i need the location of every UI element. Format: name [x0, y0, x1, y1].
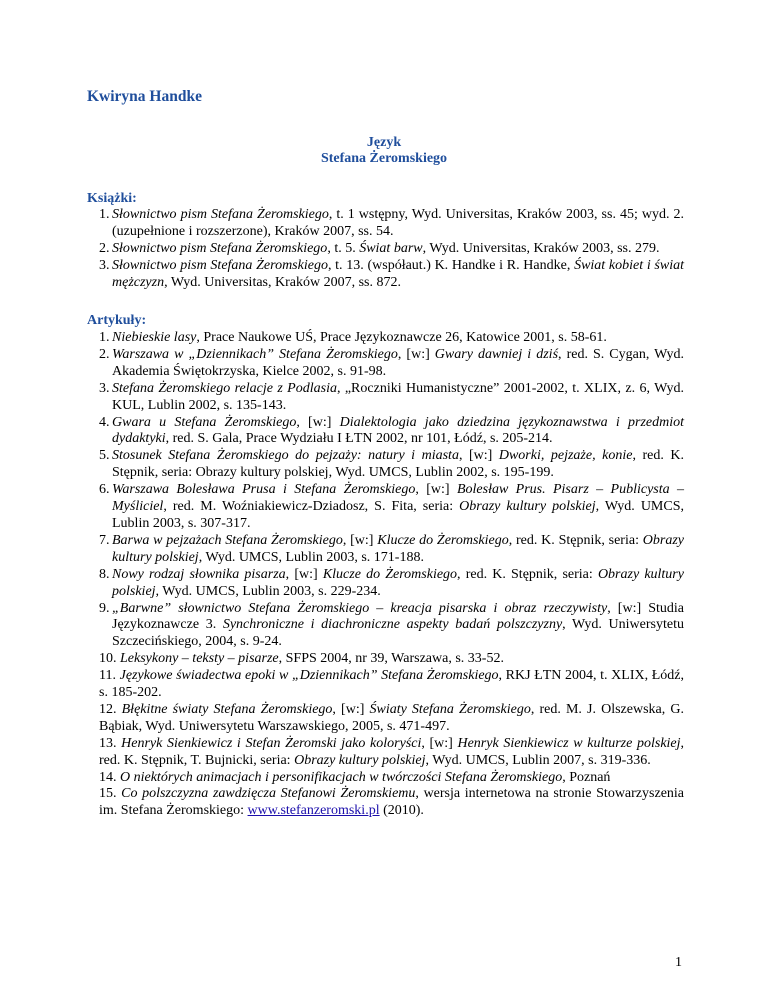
list-item: 5. Stosunek Stefana Żeromskiego do pejzaży: natury i miasta, [w:] Dworki, pejzaże, konie, red. K. Stępnik, seria: Obrazy kultury polskiej, Wyd. UMCS, Lublin 2002, s. 195-199.: [99, 448, 685, 481]
page-number: 1: [675, 955, 682, 970]
list-item: 1. Słownictwo pism Stefana Żeromskiego, t. 1 wstępny, Wyd. Universitas, Kraków 2003, ss. 45; wyd. 2. (uzupełnione i rozszerzone), Kraków 2007, ss. 54.: [99, 207, 684, 239]
list-item: 7. Barwa w pejzażach Stefana Żeromskiego, [w:] Klucze do Żeromskiego, red. K. Stępnik, seria: Obrazy kultury polskiej, Wyd. UMCS, Lublin 2003, s. 171-188.: [99, 532, 684, 565]
list-item: 3. Słownictwo pism Stefana Żeromskiego, t. 13. (współaut.) K. Handke i R. Handke, Świat kobiet i świat mężczyzn, Wyd. Universitas, Kraków 2007, ss. 872.: [99, 257, 685, 290]
list-item: 9. „Barwne” słownictwo Stefana Żeromskiego – kreacja pisarska i obraz rzeczywisty, [w:] Studia Językoznawcze 3. Synchroniczne i diachroniczne aspekty badań polszczyzny, Wyd. Uniwersytetu Szczecińskiego, 2004, s. 9-24.: [99, 600, 685, 650]
author-name: Kwiryna Handke: [87, 88, 202, 105]
list-item: 14. O niektórych animacjach i personifikacjach w twórczości Stefana Żeromskiego, Poznań: [99, 769, 611, 785]
list-item: 12. Błękitne światy Stefana Żeromskiego, [w:] Światy Stefana Żeromskiego, red. M. J. Olszewska, G. Bąbiak, Wyd. Uniwersytetu Warszawskiego, 2005, s. 471-497.: [99, 701, 684, 734]
list-item: 1. Niebieskie lasy, Prace Naukowe UŚ, Prace Językoznawcze 26, Katowice 2001, s. 58-61.: [99, 330, 607, 345]
website-link[interactable]: www.stefanzeromski.pl: [247, 803, 380, 819]
books-list: [87, 207, 684, 292]
list-item: 6. Warszawa Bolesława Prusa i Stefana Żeromskiego, [w:] Bolesław Prus. Pisarz – Publicysta – Myśliciel, red. M. Woźniakiewicz-Dziadosz, S. Fita, seria: Obrazy kultury polskiej, Wyd. UMCS, Lublin 2003, s. 307-317.: [99, 482, 684, 531]
list-item: 3. Stefana Żeromskiego relacje z Podlasia, „Roczniki Humanistyczne” 2001-2002, t. XLIX, z. 6, Wyd. KUL, Lublin 2002, s. 135-143.: [99, 380, 684, 413]
title-line-2: Stefana Żeromskiego: [320, 151, 448, 166]
title-line-1: Język: [366, 135, 402, 150]
articles-heading: Artykuły:: [87, 313, 147, 328]
list-item: 15. Co polszczyzna zawdzięcza Stefanowi Żeromskiemu, wersja internetowa na stronie Stowarzyszenia im. Stefana Żeromskiego: www.stefanzeromski.pl (2010).: [99, 786, 685, 819]
list-item: 10. Leksykony – teksty – pisarze, SFPS 2004, nr 39, Warszawa, s. 33-52.: [99, 651, 504, 667]
list-item: 11. Językowe świadectwa epoki w „Dziennikach” Stefana Żeromskiego, RKJ ŁTN 2004, t. XLIX, Łódź, s. 185-202.: [99, 668, 684, 701]
list-item: 13. Henryk Sienkiewicz i Stefan Żeromski jako koloryści, [w:] Henryk Sienkiewicz w kulturze polskiej, red. K. Stępnik, T. Bujnicki, seria: Obrazy kultury polskiej, Wyd. UMCS, Lublin 2007, s. 319-336.: [99, 735, 685, 768]
list-item: 2. Warszawa w „Dziennikach” Stefana Żeromskiego, [w:] Gwary dawniej i dziś, red. S. Cygan, Wyd. Akademia Świętokrzyska, Kielce 2002, s. 91-98.: [99, 346, 685, 379]
articles-list: [87, 330, 684, 820]
list-item: 4. Gwara u Stefana Żeromskiego, [w:] Dialektologia jako dziedzina językoznawstwa i przedmiot dydaktyki, red. S. Gala, Prace Wydziału I ŁTN 2002, nr 101, Łódź, s. 205-214.: [99, 414, 684, 447]
books-heading: Książki:: [87, 191, 137, 206]
list-item: 8. Nowy rodzaj słownika pisarza, [w:] Klucze do Żeromskiego, red. K. Stępnik, seria: Obrazy kultury polskiej, Wyd. UMCS, Lublin 2003, s. 229-234.: [99, 566, 684, 599]
list-item: 2. Słownictwo pism Stefana Żeromskiego, t. 5. Świat barw, Wyd. Universitas, Kraków 2003, ss. 279.: [99, 240, 660, 256]
